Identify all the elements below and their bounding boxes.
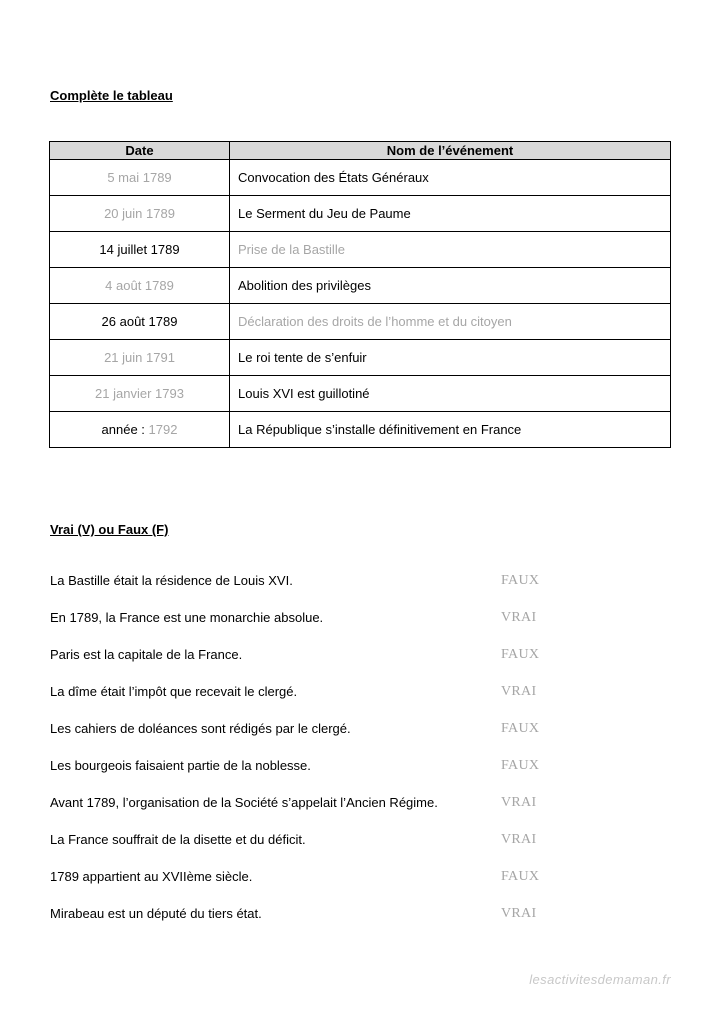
- event-name-cell: [230, 232, 671, 268]
- answer-text: VRAI: [501, 832, 537, 847]
- true-false-section-title: Vrai (V) ou Faux (F): [50, 522, 169, 537]
- list-item: [50, 673, 670, 710]
- event-date-cell: [50, 304, 230, 340]
- event-name: Convocation des États Généraux: [238, 170, 429, 185]
- event-name-cell: [230, 376, 671, 412]
- event-name: Prise de la Bastille: [238, 242, 345, 257]
- event-date: 21 juin 1791: [104, 350, 175, 365]
- table-section-title: Complète le tableau: [50, 88, 173, 103]
- event-name: Déclaration des droits de l’homme et du citoyen: [238, 314, 512, 329]
- header-event: Nom de l’événement: [230, 142, 671, 160]
- event-date: 21 janvier 1793: [95, 386, 184, 401]
- statement-text: Paris est la capitale de la France.: [50, 647, 243, 662]
- event-date: 20 juin 1789: [104, 206, 175, 221]
- event-name: Abolition des privilèges: [238, 278, 371, 293]
- event-name-cell: [230, 160, 671, 196]
- event-date: 14 juillet 1789: [99, 242, 180, 257]
- statement-text: En 1789, la France est une monarchie absolue.: [50, 610, 324, 625]
- list-item: [50, 747, 670, 784]
- answer-text: FAUX: [501, 869, 540, 884]
- answer-text: FAUX: [501, 758, 540, 773]
- header-date: Date: [50, 142, 230, 160]
- event-name: Le Serment du Jeu de Paume: [238, 206, 411, 221]
- statement-text: Mirabeau est un député du tiers état.: [50, 906, 262, 921]
- true-false-list: [50, 562, 670, 932]
- event-date-cell: [50, 160, 230, 196]
- event-date: 1792: [148, 422, 178, 437]
- event-name-cell: [230, 340, 671, 376]
- event-name-cell: [230, 268, 671, 304]
- table-row: [50, 232, 671, 268]
- event-name-cell: [230, 304, 671, 340]
- table-row: [50, 304, 671, 340]
- statement-text: Avant 1789, l’organisation de la Société s’appelait l’Ancien Régime.: [50, 795, 438, 810]
- event-date-prefix: année :: [101, 422, 149, 437]
- list-item: [50, 562, 670, 599]
- event-date: 26 août 1789: [101, 314, 178, 329]
- event-name-cell: [230, 196, 671, 232]
- answer-text: VRAI: [501, 795, 537, 810]
- statement-text: La dîme était l’impôt que recevait le clergé.: [50, 684, 298, 699]
- answer-text: FAUX: [501, 647, 540, 662]
- event-date-cell: [50, 268, 230, 304]
- list-item: [50, 636, 670, 673]
- answer-text: VRAI: [501, 684, 537, 699]
- table-row: [50, 376, 671, 412]
- statement-text: La France souffrait de la disette et du déficit.: [50, 832, 306, 847]
- list-item: [50, 895, 670, 932]
- table-row: [50, 412, 671, 448]
- statement-text: 1789 appartient au XVIIème siècle.: [50, 869, 253, 884]
- answer-text: FAUX: [501, 721, 540, 736]
- event-name: Le roi tente de s’enfuir: [238, 350, 367, 365]
- table-row: [50, 340, 671, 376]
- list-item: [50, 858, 670, 895]
- answer-text: VRAI: [501, 610, 537, 625]
- table-row: [50, 268, 671, 304]
- event-date-cell: [50, 340, 230, 376]
- event-name-cell: [230, 412, 671, 448]
- event-date-cell: [50, 232, 230, 268]
- event-name: La République s’installe définitivement en France: [238, 422, 522, 437]
- list-item: [50, 710, 670, 747]
- event-date-cell: [50, 196, 230, 232]
- events-table: [49, 141, 671, 448]
- table-header-row: [50, 142, 671, 160]
- event-date-cell: [50, 412, 230, 448]
- statement-text: Les cahiers de doléances sont rédigés par le clergé.: [50, 721, 351, 736]
- event-date-cell: [50, 376, 230, 412]
- table-row: [50, 160, 671, 196]
- event-date: 5 mai 1789: [107, 170, 172, 185]
- answer-text: VRAI: [501, 906, 537, 921]
- table-row: [50, 196, 671, 232]
- watermark: lesactivitesdemaman.fr: [529, 972, 671, 987]
- event-name: Louis XVI est guillotiné: [238, 386, 370, 401]
- event-date: 4 août 1789: [105, 278, 174, 293]
- answer-text: FAUX: [501, 573, 540, 588]
- statement-text: La Bastille était la résidence de Louis XVI.: [50, 573, 293, 588]
- statement-text: Les bourgeois faisaient partie de la noblesse.: [50, 758, 311, 773]
- list-item: [50, 821, 670, 858]
- list-item: [50, 784, 670, 821]
- events-table-body: [50, 160, 671, 448]
- list-item: [50, 599, 670, 636]
